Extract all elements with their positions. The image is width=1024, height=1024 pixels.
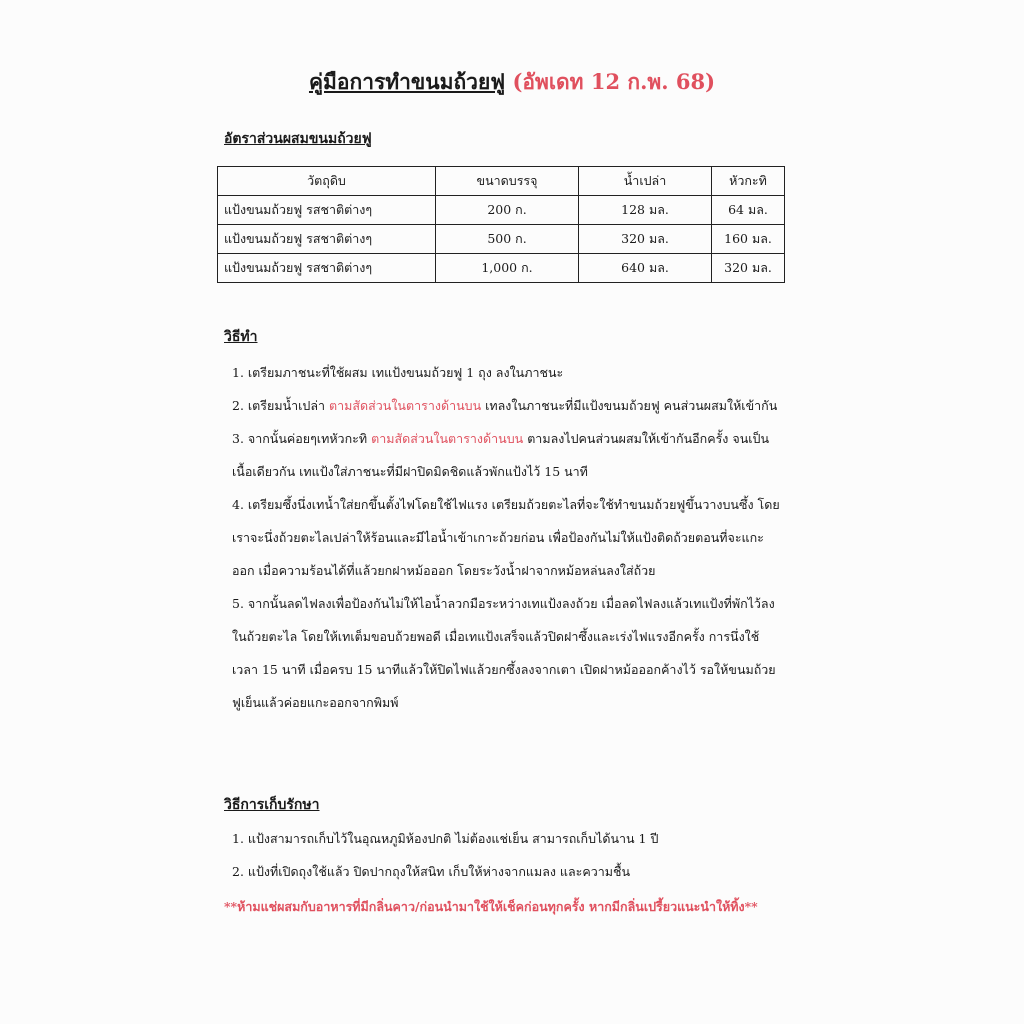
column-header: ขนาดบรรจุ xyxy=(436,167,579,196)
column-header: วัตถุดิบ xyxy=(218,167,436,196)
column-header: น้ำเปล่า xyxy=(579,167,712,196)
table-cell: 320 มล. xyxy=(712,254,785,283)
step-2-highlight: ตามสัดส่วนในตารางด้านบน xyxy=(329,398,482,413)
table-cell: แป้งขนมถ้วยฟู รสชาติต่างๆ xyxy=(218,196,436,225)
document-title xyxy=(0,66,1024,99)
ratio-table xyxy=(217,166,785,283)
ratio-heading: อัตราส่วนผสมขนมถ้วยฟู xyxy=(224,131,372,147)
table-cell: แป้งขนมถ้วยฟู รสชาติต่างๆ xyxy=(218,254,436,283)
step-4: 4. เตรียมซึ้งนึ่งเทน้ำใส่ยกขึ้นตั้งไฟโดยใช้ไฟแรง เตรียมถ้วยตะไลที่จะใช้ทำขนมถ้วยฟูขึ้นวางบนซึ้ง โดยเราจะนึ่งถ้วยตะไลเปล่าให้ร้อนและมีไอน้ำเข้าเกาะถ้วยก่อน เพื่อป้องกันไม่ให้แป้งติดถ้วยตอนที่จะแกะออก เมื่อความร้อนได้ที่แล้วยกฝาหม้อออก โดยระวังน้ำฝาจากหม้อหล่นลงใส่ถ้วย xyxy=(232,497,780,578)
step-3-text-a: 3. จากนั้นค่อยๆเทหัวกะทิ xyxy=(232,431,368,446)
column-header: หัวกะทิ xyxy=(712,167,785,196)
title-update-date: (อัพเดท 12 ก.พ. 68) xyxy=(512,69,716,94)
table-cell: 500 ก. xyxy=(436,225,579,254)
table-cell: 64 มล. xyxy=(712,196,785,225)
storage-heading: วิธีการเก็บรักษา xyxy=(224,797,320,813)
method-heading: วิธีทำ xyxy=(224,329,258,345)
storage-item-1: 1. แป้งสามารถเก็บไว้ในอุณหภูมิห้องปกติ ไม่ต้องแช่เย็น สามารถเก็บได้นาน 1 ปี xyxy=(232,831,659,846)
title-main: คู่มือการทำขนมถ้วยฟู xyxy=(308,69,506,94)
table-cell: 1,000 ก. xyxy=(436,254,579,283)
step-3-highlight: ตามสัดส่วนในตารางด้านบน xyxy=(371,431,524,446)
step-3-text-b: ตามลงไปคนส่วนผสมให้เข้ากันอีกครั้ง จนเป็นเนื้อเดียวกัน เทแป้งใส่ภาชนะที่มีฝาปิดมิดชิดแล้วพักแป้งไว้ 15 นาที xyxy=(232,431,769,479)
table-row xyxy=(218,225,785,254)
table-cell: 160 มล. xyxy=(712,225,785,254)
step-2-text-a: 2. เตรียมน้ำเปล่า xyxy=(232,398,326,413)
step-2 xyxy=(224,389,784,422)
table-cell: 640 มล. xyxy=(579,254,712,283)
storage-item-2: 2. แป้งที่เปิดถุงใช้แล้ว ปิดปากถุงให้สนิท เก็บให้ห่างจากแมลง และความชื้น xyxy=(232,864,631,879)
table-row xyxy=(218,196,785,225)
step-1: 1. เตรียมภาชนะที่ใช้ผสม เทแป้งขนมถ้วยฟู 1 ถุง ลงในภาชนะ xyxy=(232,365,564,380)
table-header-row xyxy=(218,167,785,196)
step-5: 5. จากนั้นลดไฟลงเพื่อป้องกันไม่ให้ไอน้ำลวกมือระหว่างเทแป้งลงถ้วย เมื่อลดไฟลงแล้วเทแป้งที่พักไว้ลงในถ้วยตะไล โดยให้เทเต็มขอบถ้วยพอดี เมื่อเทแป้งเสร็จแล้วปิดฝาซึ้งและเร่งไฟแรงอีกครั้ง การนึ่งใช้เวลา 15 นาที เมื่อครบ 15 นาทีแล้วให้ปิดไฟแล้วยกซึ้งลงจากเตา เปิดฝาหม้อออกค้างไว้ รอให้ขนมถ้วยฟูเย็นแล้วค่อยแกะออกจากพิมพ์ xyxy=(232,596,776,710)
method-steps xyxy=(224,356,784,719)
table-cell: 320 มล. xyxy=(579,225,712,254)
warning-note: **ห้ามแช่ผสมกับอาหารที่มีกลิ่นคาว/ก่อนนำมาใช้ให้เช็คก่อนทุกครั้ง หากมีกลิ่นเปรี้ยวแนะนำให้ทิ้ง** xyxy=(224,899,758,914)
table-cell: 128 มล. xyxy=(579,196,712,225)
step-2-text-b: เทลงในภาชนะที่มีแป้งขนมถ้วยฟู คนส่วนผสมให้เข้ากัน xyxy=(485,398,778,413)
table-cell: แป้งขนมถ้วยฟู รสชาติต่างๆ xyxy=(218,225,436,254)
table-cell: 200 ก. xyxy=(436,196,579,225)
table-row xyxy=(218,254,785,283)
storage-list xyxy=(224,822,784,888)
step-3 xyxy=(224,422,784,488)
